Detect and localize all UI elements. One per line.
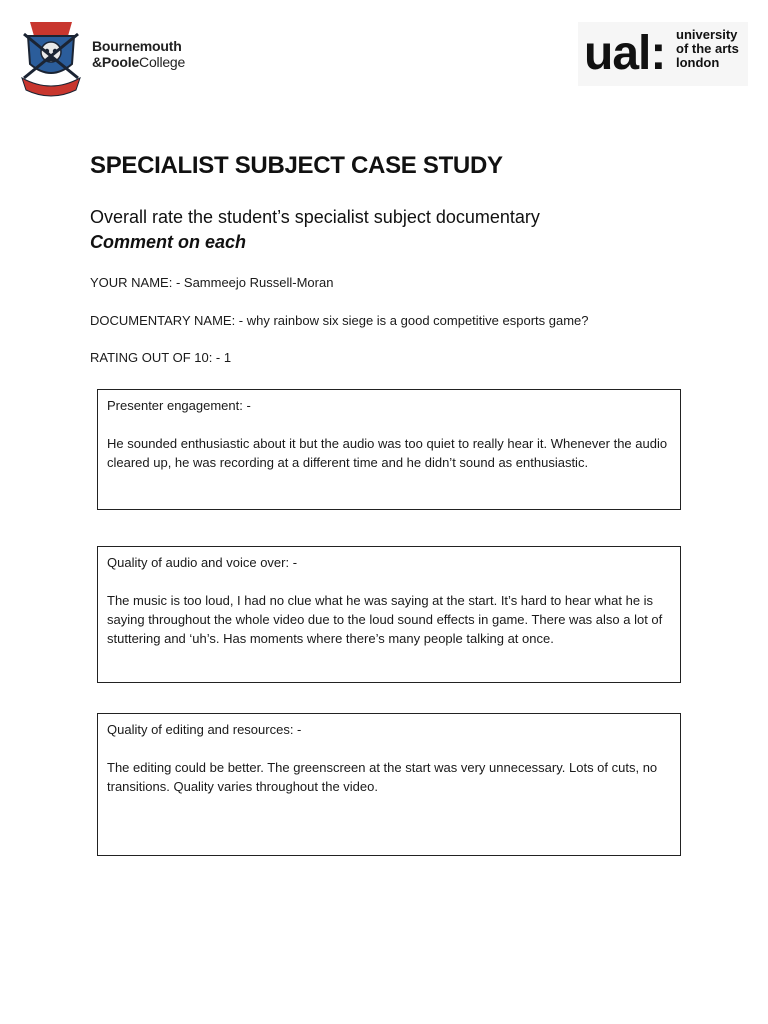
- college-name-line1: Bournemouth: [92, 38, 182, 54]
- rating-field: RATING OUT OF 10: - 1: [90, 350, 232, 365]
- page-instruction: Comment on each: [90, 232, 247, 252]
- documentary-name-field: DOCUMENTARY NAME: - why rainbow six siege is a good competitive esports game?: [90, 313, 589, 328]
- section-comment: The music is too loud, I had no clue what he was saying at the start. It’s hard to hear what he is saying throughout the whole video due to the loud sound effects in game. There was also a lot of stuttering and ‘uh’s. Has moments where there’s many people talking at once.: [107, 593, 663, 646]
- ual-logo-line2: of the arts: [676, 41, 739, 56]
- college-logo: [12, 14, 192, 98]
- buccaneers-badge-icon: [16, 16, 86, 98]
- page-subtitle: Overall rate the student’s specialist subject documentary: [90, 207, 540, 227]
- ual-logo-line3: london: [676, 55, 720, 70]
- section-heading: Presenter engagement: -: [107, 398, 251, 413]
- section-heading: Quality of audio and voice over: -: [107, 555, 298, 570]
- ual-logo: [578, 22, 748, 86]
- section-heading: Quality of editing and resources: -: [107, 722, 302, 737]
- college-name-line2: &PooleCollege: [92, 54, 186, 70]
- presenter-engagement-box: [97, 389, 681, 510]
- section-comment: He sounded enthusiastic about it but the audio was too quiet to really hear it. Whenever the audio cleared up, he was recording at a different time and he didn’t sound as enthusiastic.: [107, 436, 668, 470]
- editing-resources-box: [97, 713, 681, 856]
- page-title: SPECIALIST SUBJECT CASE STUDY: [90, 152, 503, 179]
- ual-logo-mark: ual:: [584, 27, 666, 80]
- college-name: [92, 38, 185, 70]
- your-name-field: YOUR NAME: - Sammeejo Russell-Moran: [90, 275, 334, 290]
- ual-logo-words: [676, 28, 739, 70]
- ual-logo-line1: university: [676, 27, 738, 42]
- section-comment: The editing could be better. The greenscreen at the start was very unnecessary. Lots of cuts, no transitions. Quality varies throughout the video.: [107, 760, 658, 794]
- audio-voice-over-box: [97, 546, 681, 683]
